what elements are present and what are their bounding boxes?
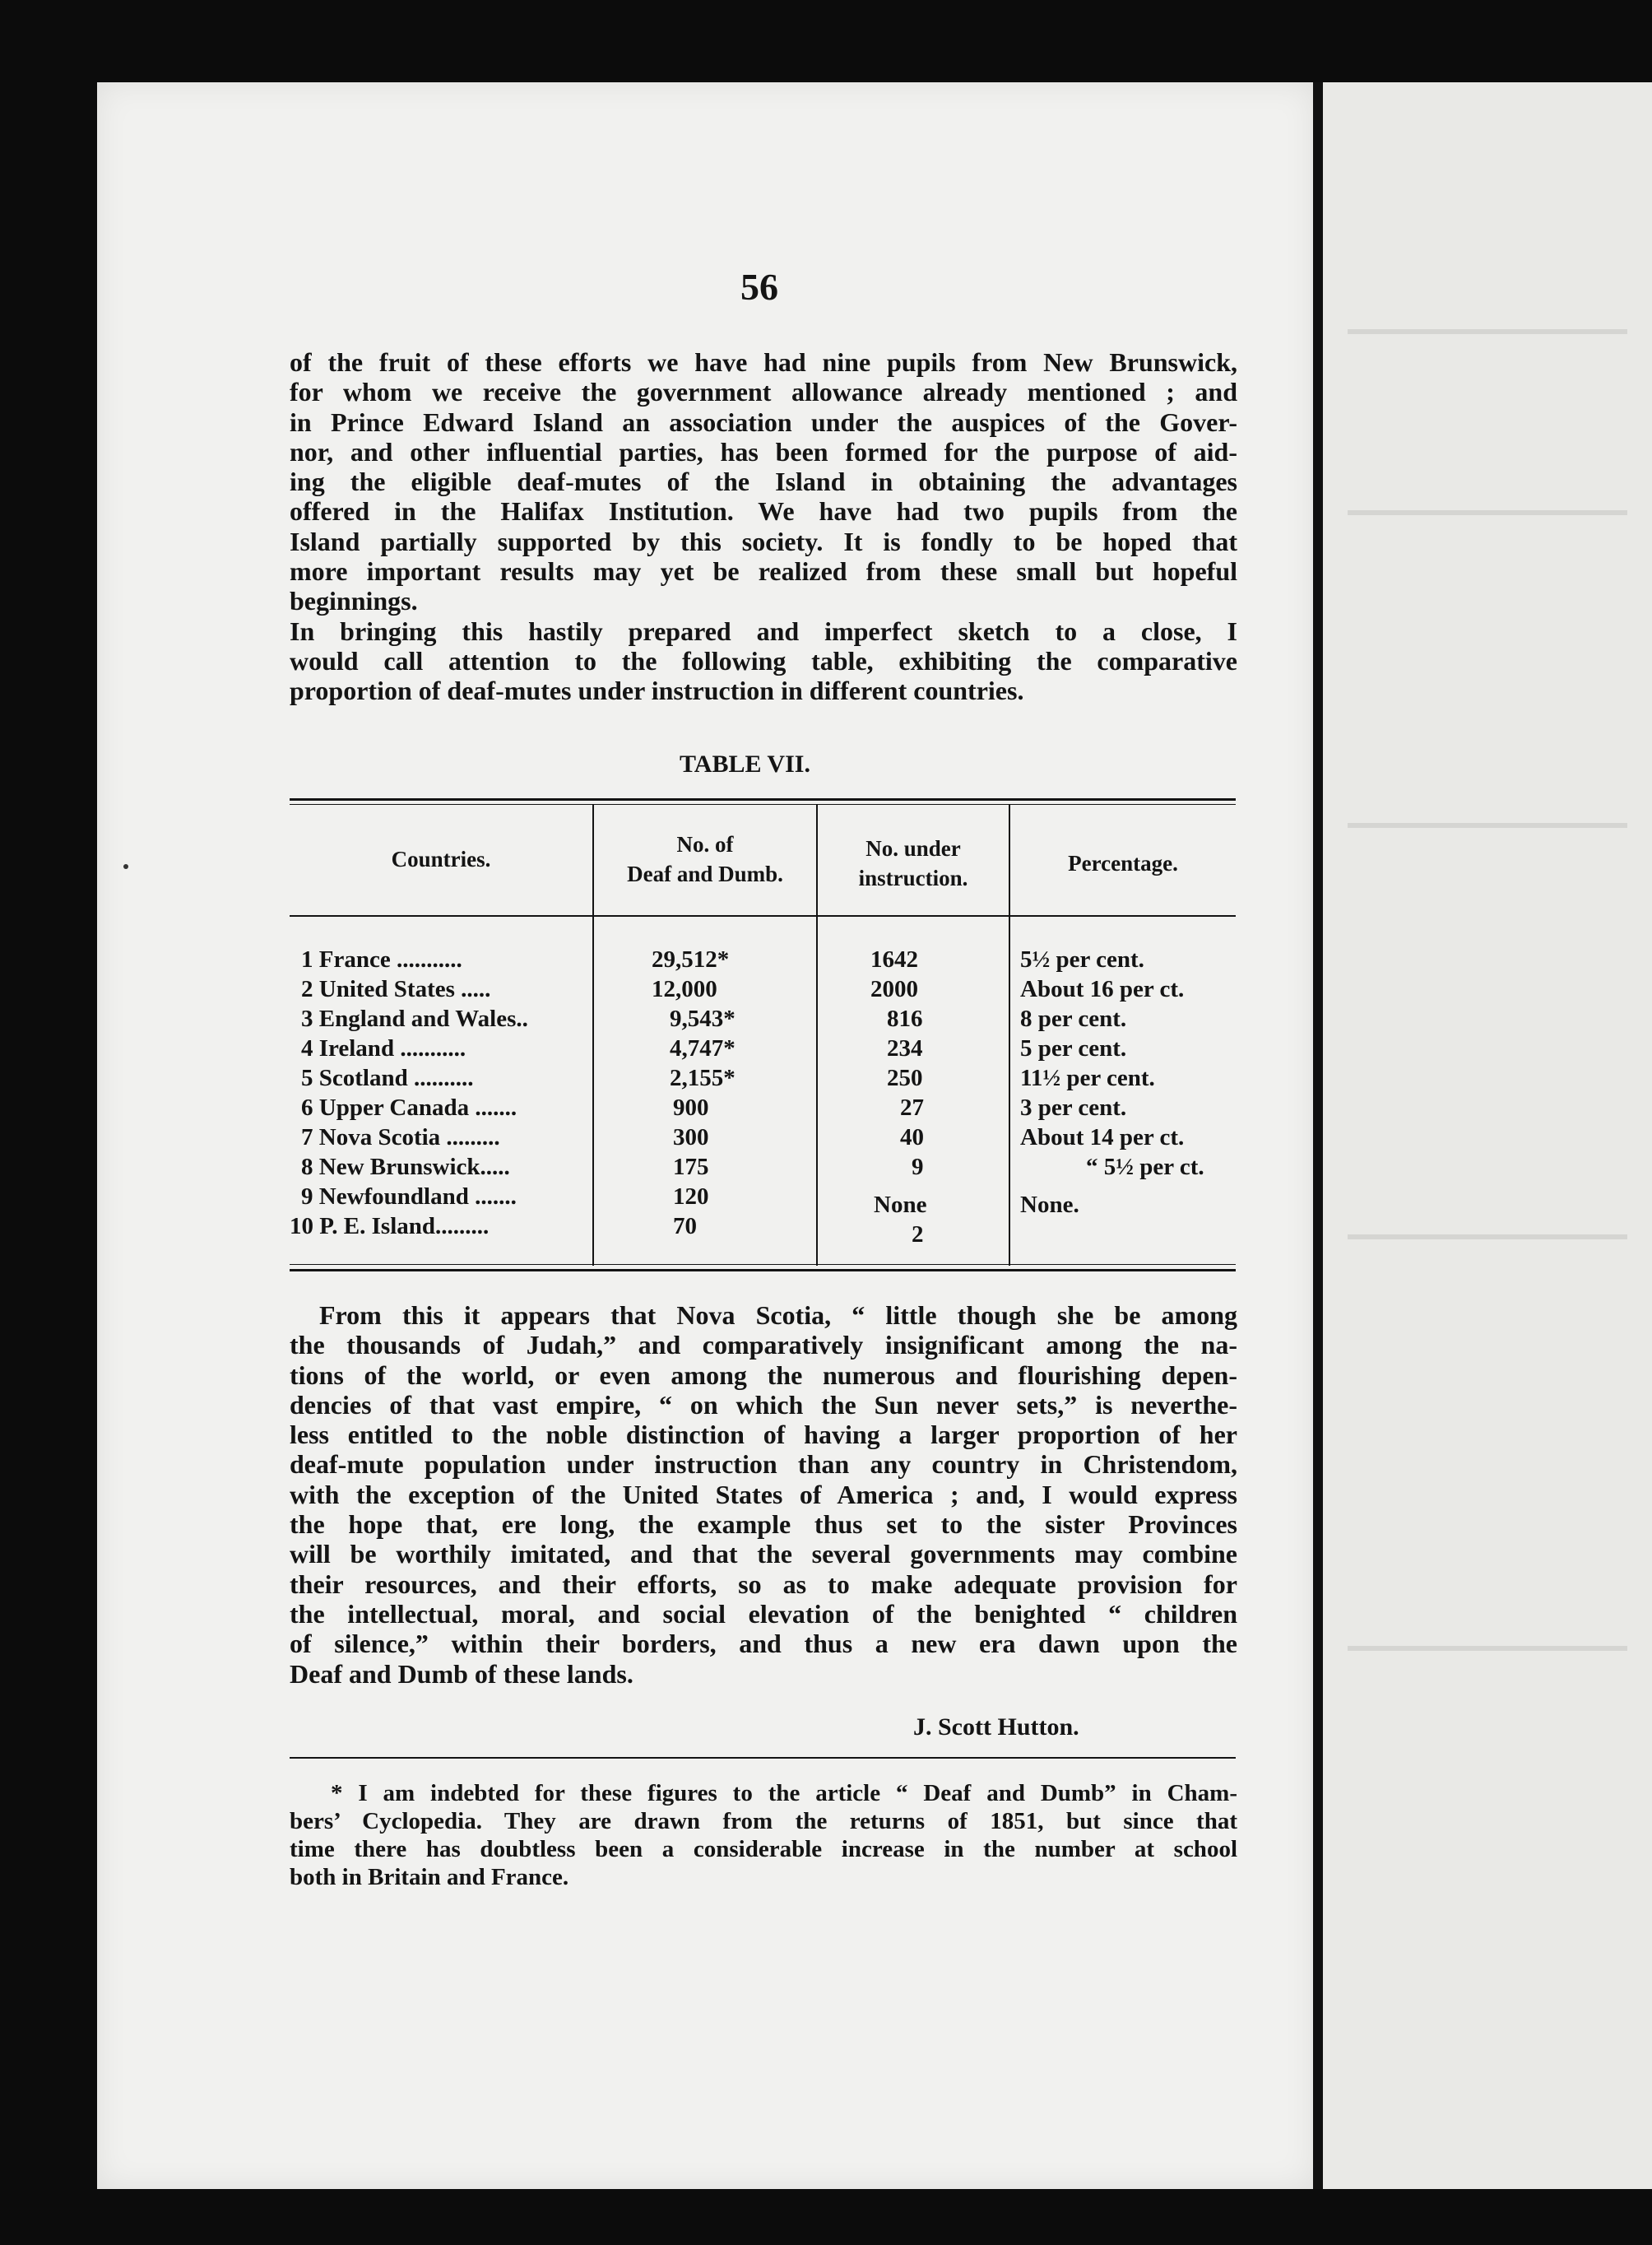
cell-deaf: 300 — [673, 1124, 709, 1150]
cell-deaf: 4,747* — [670, 1035, 736, 1062]
cell-instruction: 2000 — [870, 976, 918, 1002]
table-header-rule — [290, 915, 1236, 917]
footnote-line: * I am indebted for these figures to the article “ Deaf and Dumb” in Cham- — [331, 1780, 1237, 1806]
text-line: Deaf and Dumb of these lands. — [290, 1658, 633, 1689]
text-line: for whom we receive the government allowance already mentioned ; and — [290, 377, 1237, 407]
footnote-line: bers’ Cyclopedia. They are drawn from the returns of 1851, but since that — [290, 1808, 1237, 1834]
cell-deaf: 2,155* — [670, 1065, 736, 1091]
header-instruction-1: No. under — [865, 836, 961, 861]
header-countries: Countries. — [391, 847, 491, 872]
cell-instruction: None — [874, 1192, 927, 1218]
header-deaf-1: No. of — [676, 832, 734, 857]
header-percentage: Percentage. — [1068, 851, 1178, 876]
cell-percentage: 5 per cent. — [1020, 1035, 1127, 1062]
footnote-line: time there has doubtless been a considerable increase in the number at school — [290, 1836, 1237, 1862]
text-line: of silence,” within their borders, and thus a new era dawn upon the — [290, 1629, 1237, 1659]
header-deaf-2: Deaf and Dumb. — [627, 862, 783, 886]
cell-country: 10 P. E. Island......... — [290, 1213, 490, 1239]
text-line: Island partially supported by this society. It is fondly to be hoped that — [290, 526, 1237, 556]
header-instruction-2: instruction. — [858, 866, 968, 890]
cell-deaf: 9,543* — [670, 1006, 736, 1032]
text-line: would call attention to the following table, exhibiting the comparative — [290, 645, 1237, 676]
text-line: offered in the Halifax Institution. We have had two pupils from the — [290, 496, 1237, 527]
cell-instruction: 9 — [912, 1154, 924, 1180]
cell-percentage: 3 per cent. — [1020, 1095, 1127, 1121]
text-line: the thousands of Judah,” and comparatively insignificant among the na- — [290, 1330, 1237, 1360]
cell-country: 1 France ........... — [301, 946, 462, 973]
conclusion-paragraph — [290, 1300, 1237, 1689]
table-bottom-rule-thin — [290, 1264, 1236, 1265]
cell-percentage: 11½ per cent. — [1020, 1065, 1155, 1091]
text-line: their resources, and their efforts, so as to make adequate provision for — [290, 1569, 1237, 1599]
table-top-rule — [290, 798, 1236, 801]
text-line: ing the eligible deaf-mutes of the Island in obtaining the advantages — [290, 467, 1237, 497]
cell-percentage: 5½ per cent. — [1020, 946, 1144, 973]
cell-deaf: 120 — [673, 1183, 709, 1210]
cell-country: 6 Upper Canada ....... — [301, 1095, 517, 1121]
stray-ink-mark — [123, 864, 128, 869]
cell-country: 7 Nova Scotia ......... — [301, 1124, 500, 1150]
cell-percentage: “ 5½ per ct. — [1086, 1154, 1204, 1180]
cell-deaf: 900 — [673, 1095, 709, 1121]
footnote — [290, 1779, 1237, 1891]
text-line: the hope that, ere long, the example thus set to the sister Provinces — [290, 1509, 1237, 1540]
text-line: more important results may yet be realized from these small but hopeful — [290, 556, 1237, 587]
facing-page-edge — [1323, 82, 1652, 2189]
cell-instruction: 2 — [912, 1221, 924, 1248]
text-line: In bringing this hastily prepared and imperfect sketch to a close, I — [290, 616, 1237, 646]
text-line: From this it appears that Nova Scotia, “ little though she be among — [319, 1300, 1237, 1330]
text-line: of the fruit of these efforts we have had nine pupils from New Brunswick, — [290, 347, 1237, 377]
cell-country: 4 Ireland ........... — [301, 1035, 466, 1062]
text-line: will be worthily imitated, and that the several governments may combine — [290, 1539, 1237, 1569]
cell-instruction: 27 — [900, 1095, 924, 1121]
cell-instruction: 234 — [887, 1035, 923, 1062]
cell-percentage: About 14 per ct. — [1020, 1124, 1185, 1150]
text-line: less entitled to the noble distinction of having a larger proportion of her — [290, 1420, 1237, 1450]
cell-instruction: 250 — [887, 1065, 923, 1091]
cell-percentage: None. — [1020, 1192, 1079, 1218]
cell-percentage: About 16 per ct. — [1020, 976, 1185, 1002]
author-signature: J. Scott Hutton. — [913, 1713, 1079, 1741]
cell-country: 3 England and Wales.. — [301, 1006, 528, 1032]
footnote-line: both in Britain and France. — [290, 1864, 569, 1890]
cell-percentage: 8 per cent. — [1020, 1006, 1127, 1032]
text-line: proportion of deaf-mutes under instruction in different countries. — [290, 676, 1024, 706]
cell-country: 5 Scotland .......... — [301, 1065, 474, 1091]
cell-country: 9 Newfoundland ....... — [301, 1183, 517, 1210]
cell-deaf: 70 — [673, 1213, 697, 1239]
text-line: dencies of that vast empire, “ on which the Sun never sets,” is neverthe- — [290, 1389, 1237, 1420]
text-line: in Prince Edward Island an association under the auspices of the Gover- — [290, 407, 1237, 437]
table-title: TABLE VII. — [680, 751, 810, 778]
cell-deaf: 29,512* — [652, 946, 730, 973]
page-number: 56 — [740, 266, 778, 308]
text-line: nor, and other influential parties, has been formed for the purpose of aid- — [290, 436, 1237, 467]
cell-instruction: 1642 — [870, 946, 918, 973]
cell-instruction: 816 — [887, 1006, 923, 1032]
cell-country: 2 United States ..... — [301, 976, 491, 1002]
table-bottom-rule — [290, 1269, 1236, 1271]
footnote-rule — [290, 1757, 1236, 1759]
cell-deaf: 175 — [673, 1154, 709, 1180]
cell-instruction: 40 — [900, 1124, 924, 1150]
cell-deaf: 12,000 — [652, 976, 717, 1002]
table-top-rule-thin — [290, 804, 1236, 805]
cell-country: 8 New Brunswick..... — [301, 1154, 510, 1180]
text-line: with the exception of the United States of America ; and, I would express — [290, 1479, 1237, 1509]
text-line: beginnings. — [290, 586, 418, 616]
intro-paragraph — [290, 347, 1237, 706]
text-line: the intellectual, moral, and social elevation of the benighted “ children — [290, 1598, 1237, 1629]
text-line: tions of the world, or even among the numerous and flourishing depen- — [290, 1360, 1237, 1390]
text-line: deaf-mute population under instruction than any country in Christendom, — [290, 1449, 1237, 1480]
